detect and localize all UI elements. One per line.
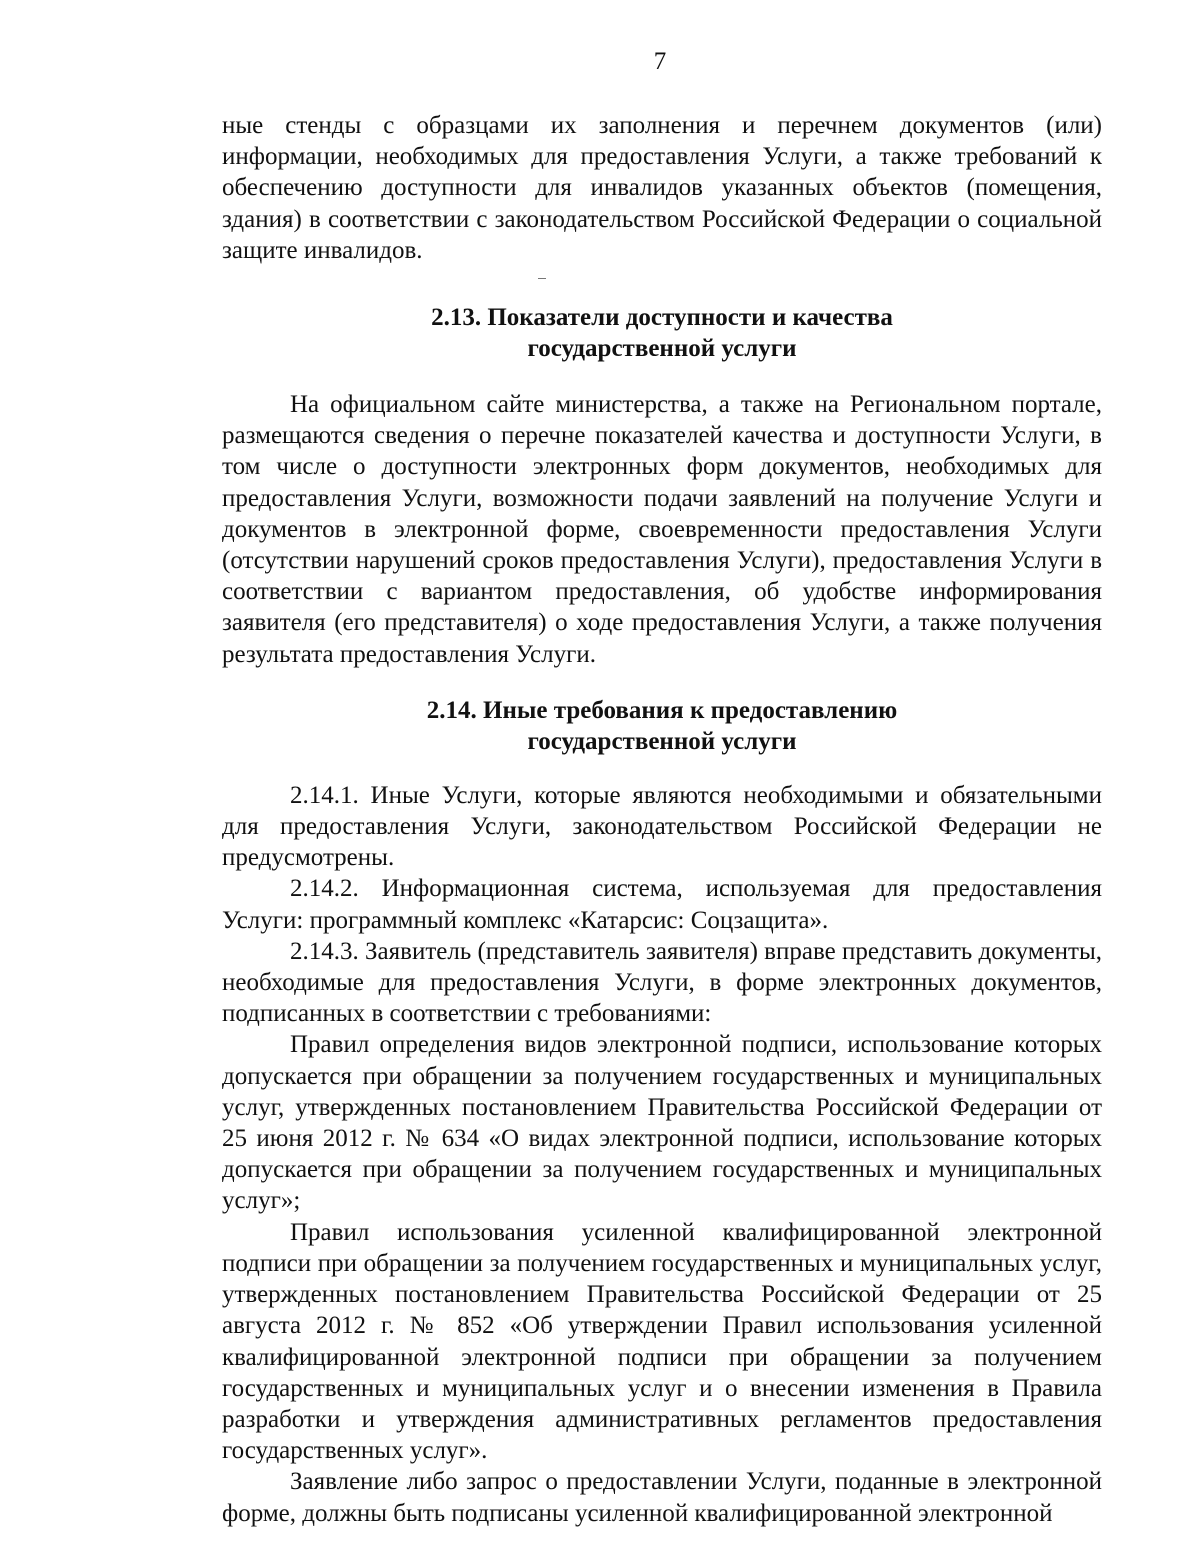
section-2-14-heading: [222, 695, 1102, 757]
paragraph-2-14-1: 2.14.1. Иные Услуги, которые являются необходимыми и обязательными для предоставления Услуги, законодательством Российской Федерации не предусмотрены.: [222, 781, 1102, 872]
section-2-14-heading-line2: государственной услуги: [527, 727, 797, 755]
section-2-13-heading-line2: государственной услуги: [527, 335, 797, 363]
page-content: [222, 110, 1102, 1529]
page-number: 7: [653, 48, 667, 75]
intro-paragraph: ные стенды с образцами их заполнения и перечнем документов (или) информации, необходимых для предоставления Услуги, а также требований к обеспечению доступности для инвалидов указанных объектов (помещения, здания) в соответствии с законодательством Российской Федерации о социальной защите инвалидов.: [222, 112, 1102, 264]
section-2-13-heading-line1: 2.13. Показатели доступности и качества: [431, 304, 893, 332]
section-2-13-paragraph: На официальном сайте министерства, а также на Региональном портале, размещаются сведения о перечне показателей качества и доступности Услуги, в том числе о доступности электронных форм документов, необходимых для предоставления Услуги, возможности подачи заявлений на получение Услуги и документов в электронной форме, своевременности предоставления Услуги (отсутствии нарушений сроков предоставления Услуги), предоставления Услуги в соответствии с вариантом предоставления, об удобстве информирования заявителя (его представителя) о ходе предоставления Услуги, а также получения результата предоставления Услуги.: [222, 391, 1102, 668]
paragraph-2-14-2: 2.14.2. Информационная система, используемая для предоставления Услуги: программный комплекс «Катарсис: Соцзащита».: [222, 875, 1102, 934]
paragraph-application: Заявление либо запрос о предоставлении Услуги, поданные в электронной форме, должны быть подписаны усиленной квалифицированной электронной: [222, 1468, 1102, 1527]
section-2-13-heading: [222, 302, 1102, 364]
paragraph-rules-852: Правил использования усиленной квалифицированной электронной подписи при обращении за получением государственных и муниципальных услуг, утвержденных постановлением Правительства Российской Федерации от 25 августа 2012 г. № 852 «Об утверждении Правил использования усиленной квалифицированной электронной подписи при обращении за получением государственных и муниципальных услуг и о внесении изменения в Правила разработки и утверждения административных регламентов предоставления государственных услуг».: [222, 1218, 1102, 1465]
section-2-14-heading-line1: 2.14. Иные требования к предоставлению: [426, 696, 898, 724]
paragraph-rules-634: Правил определения видов электронной подписи, использование которых допускается при обращении за получением государственных и муниципальных услуг, утвержденных постановлением Правительства Российской Федерации от 25 июня 2012 г. № 634 «О видах электронной подписи, использование которых допускается при обращении за получением государственных и муниципальных услуг»;: [222, 1031, 1102, 1215]
paragraph-2-14-3: 2.14.3. Заявитель (представитель заявителя) вправе представить документы, необходимые для предоставления Услуги, в форме электронных документов, подписанных в соответствии с требованиями:: [222, 937, 1102, 1028]
